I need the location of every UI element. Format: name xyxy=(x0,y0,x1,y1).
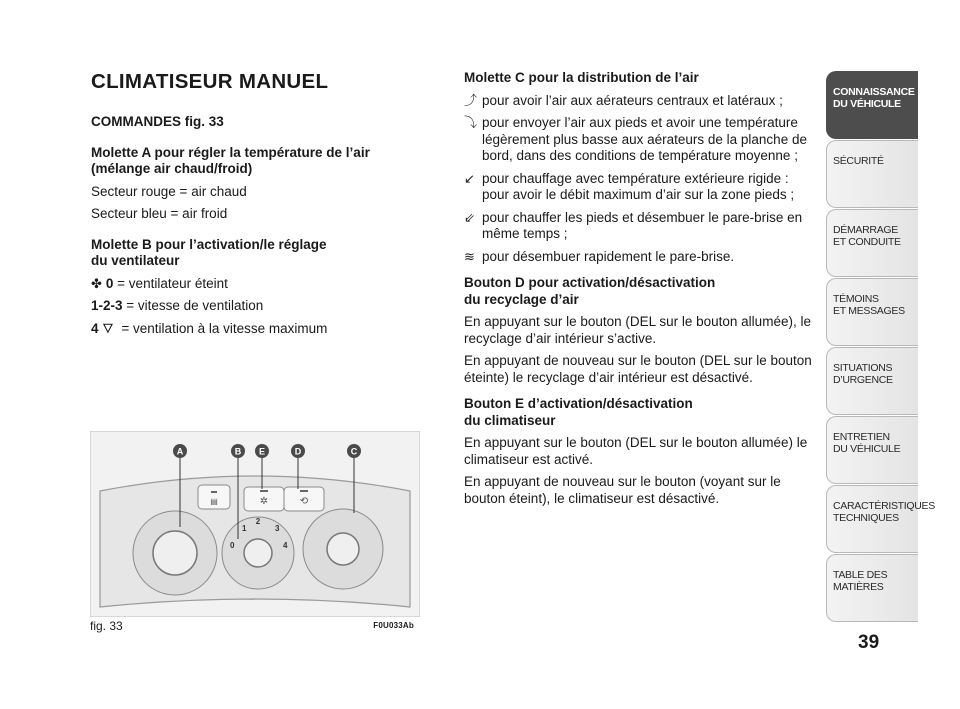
button-e-paragraph: En appuyant sur le bouton (DEL sur le bouton allumée) le climatiseur est activé. xyxy=(464,435,808,467)
knob-c-heading: Molette C pour la distribution de l’air xyxy=(464,70,699,85)
button-d-paragraph: En appuyant de nouveau sur le bouton (DEL sur le bouton éteinte) le recyclage d’air intérieur est désactivé. xyxy=(464,353,812,385)
commands-heading: COMMANDES fig. 33 xyxy=(91,114,224,129)
button-d-heading: Bouton D pour activation/désactivation du recyclage d’air xyxy=(464,275,716,307)
knob-a-heading: Molette A pour régler la température de l’air (mélange air chaud/froid) xyxy=(91,144,370,176)
page-number: 39 xyxy=(858,632,880,653)
face-feet-vent-icon: ⤵ xyxy=(464,115,478,130)
tab-entretien[interactable]: ENTRETIEN DU VÉHICULE xyxy=(826,416,918,484)
tab-table-matieres[interactable]: TABLE DES MATIÈRES xyxy=(826,554,918,622)
knob-a-line: Secteur bleu = air froid xyxy=(91,206,228,221)
tab-securite[interactable]: SÉCURITÉ xyxy=(826,140,918,208)
knob-b-item: 1-2-3 = vitesse de ventilation xyxy=(91,298,264,313)
feet-vent-icon: ↙ xyxy=(464,170,475,186)
callout-d-label: D xyxy=(294,446,302,457)
fan-scale-3: 3 xyxy=(275,524,280,533)
knob-c-item: ⤴ pour avoir l’air aux aérateurs centraux et latéraux ; xyxy=(464,92,783,108)
led-indicator xyxy=(300,490,308,492)
knob-c-item: ⤵ pour envoyer l’air aux pieds et avoir une température légèrement plus basse aux aérateurs de la planche de bord, dans des conditions de température moyenne ; xyxy=(464,115,807,163)
fan-scale-4: 4 xyxy=(283,541,288,550)
fan-scale-1: 1 xyxy=(242,524,247,533)
rear-defrost-icon: ▤ xyxy=(210,497,218,506)
tab-connaissance[interactable]: CONNAISSANCE DU VÉHICULE xyxy=(826,71,918,139)
section-title: CLIMATISEUR MANUEL xyxy=(91,70,329,93)
knob-b-heading xyxy=(91,237,426,270)
chapter-sidebar xyxy=(826,71,935,622)
callout-c-label: C xyxy=(350,446,358,457)
knob-b-heading-line1: Molette B pour l’activation/le réglage xyxy=(91,236,327,252)
knob-b-item: ✤ 0 = ventilateur éteint xyxy=(91,275,228,291)
snowflake-icon: ✲ xyxy=(259,496,269,507)
defrost-icon: 🜄 xyxy=(102,320,114,336)
knob-c xyxy=(327,533,359,565)
recirculation-icon: ⟲ xyxy=(299,496,309,507)
climate-panel-illustration xyxy=(90,431,420,617)
tab-caracteristiques[interactable]: CARACTÉRISTIQUES TECHNIQUES xyxy=(826,485,918,553)
knob-b-item: 4 🜄 = ventilation à la vitesse maximum xyxy=(91,320,328,336)
button-d-paragraph: En appuyant sur le bouton (DEL sur le bouton allumée), le recyclage d’air intérieur s’active. xyxy=(464,314,811,346)
callout-b-label: B xyxy=(234,446,242,457)
led-indicator xyxy=(211,491,217,493)
fan-scale-0: 0 xyxy=(230,541,235,550)
knob-a-line: Secteur rouge = air chaud xyxy=(91,183,247,199)
left-column xyxy=(91,70,426,337)
tab-demarrage[interactable]: DÉMARRAGE ET CONDUITE xyxy=(826,209,918,277)
button-e-heading: Bouton E d’activation/désactivation du climatiseur xyxy=(464,396,693,428)
knob-c-item: ≋ pour désembuer rapidement le pare-brise. xyxy=(464,248,735,264)
windscreen-defrost-icon: ≋ xyxy=(464,248,475,264)
fan-scale-2: 2 xyxy=(255,517,261,526)
face-vent-icon: ⤴ xyxy=(464,92,478,108)
figure-33 xyxy=(90,431,420,636)
callout-a-label: A xyxy=(176,446,184,457)
fan-icon: ✤ xyxy=(91,275,102,291)
callout-e-label: E xyxy=(258,446,266,457)
led-indicator xyxy=(260,490,268,492)
right-column xyxy=(464,70,814,507)
knob-a xyxy=(153,531,197,575)
tab-situations[interactable]: SITUATIONS D’URGENCE xyxy=(826,347,918,415)
knob-b xyxy=(244,539,272,567)
knob-b-heading-line2: du ventilateur xyxy=(91,253,180,268)
figure-code: F0U033Ab xyxy=(373,621,414,630)
feet-windscreen-icon: ⇙ xyxy=(464,209,475,225)
knob-c-item: ⇙ pour chauffer les pieds et désembuer le pare-brise en même temps ; xyxy=(464,209,803,241)
figure-caption: fig. 33 xyxy=(90,619,123,633)
button-e-paragraph: En appuyant de nouveau sur le bouton (voyant sur le bouton éteint), le climatiseur est désactivé. xyxy=(464,474,781,506)
tab-temoins[interactable]: TÉMOINS ET MESSAGES xyxy=(826,278,918,346)
knob-c-item: ↙ pour chauffage avec température extérieure rigide : pour avoir le débit maximum d’air sur la zone pieds ; xyxy=(464,170,795,202)
